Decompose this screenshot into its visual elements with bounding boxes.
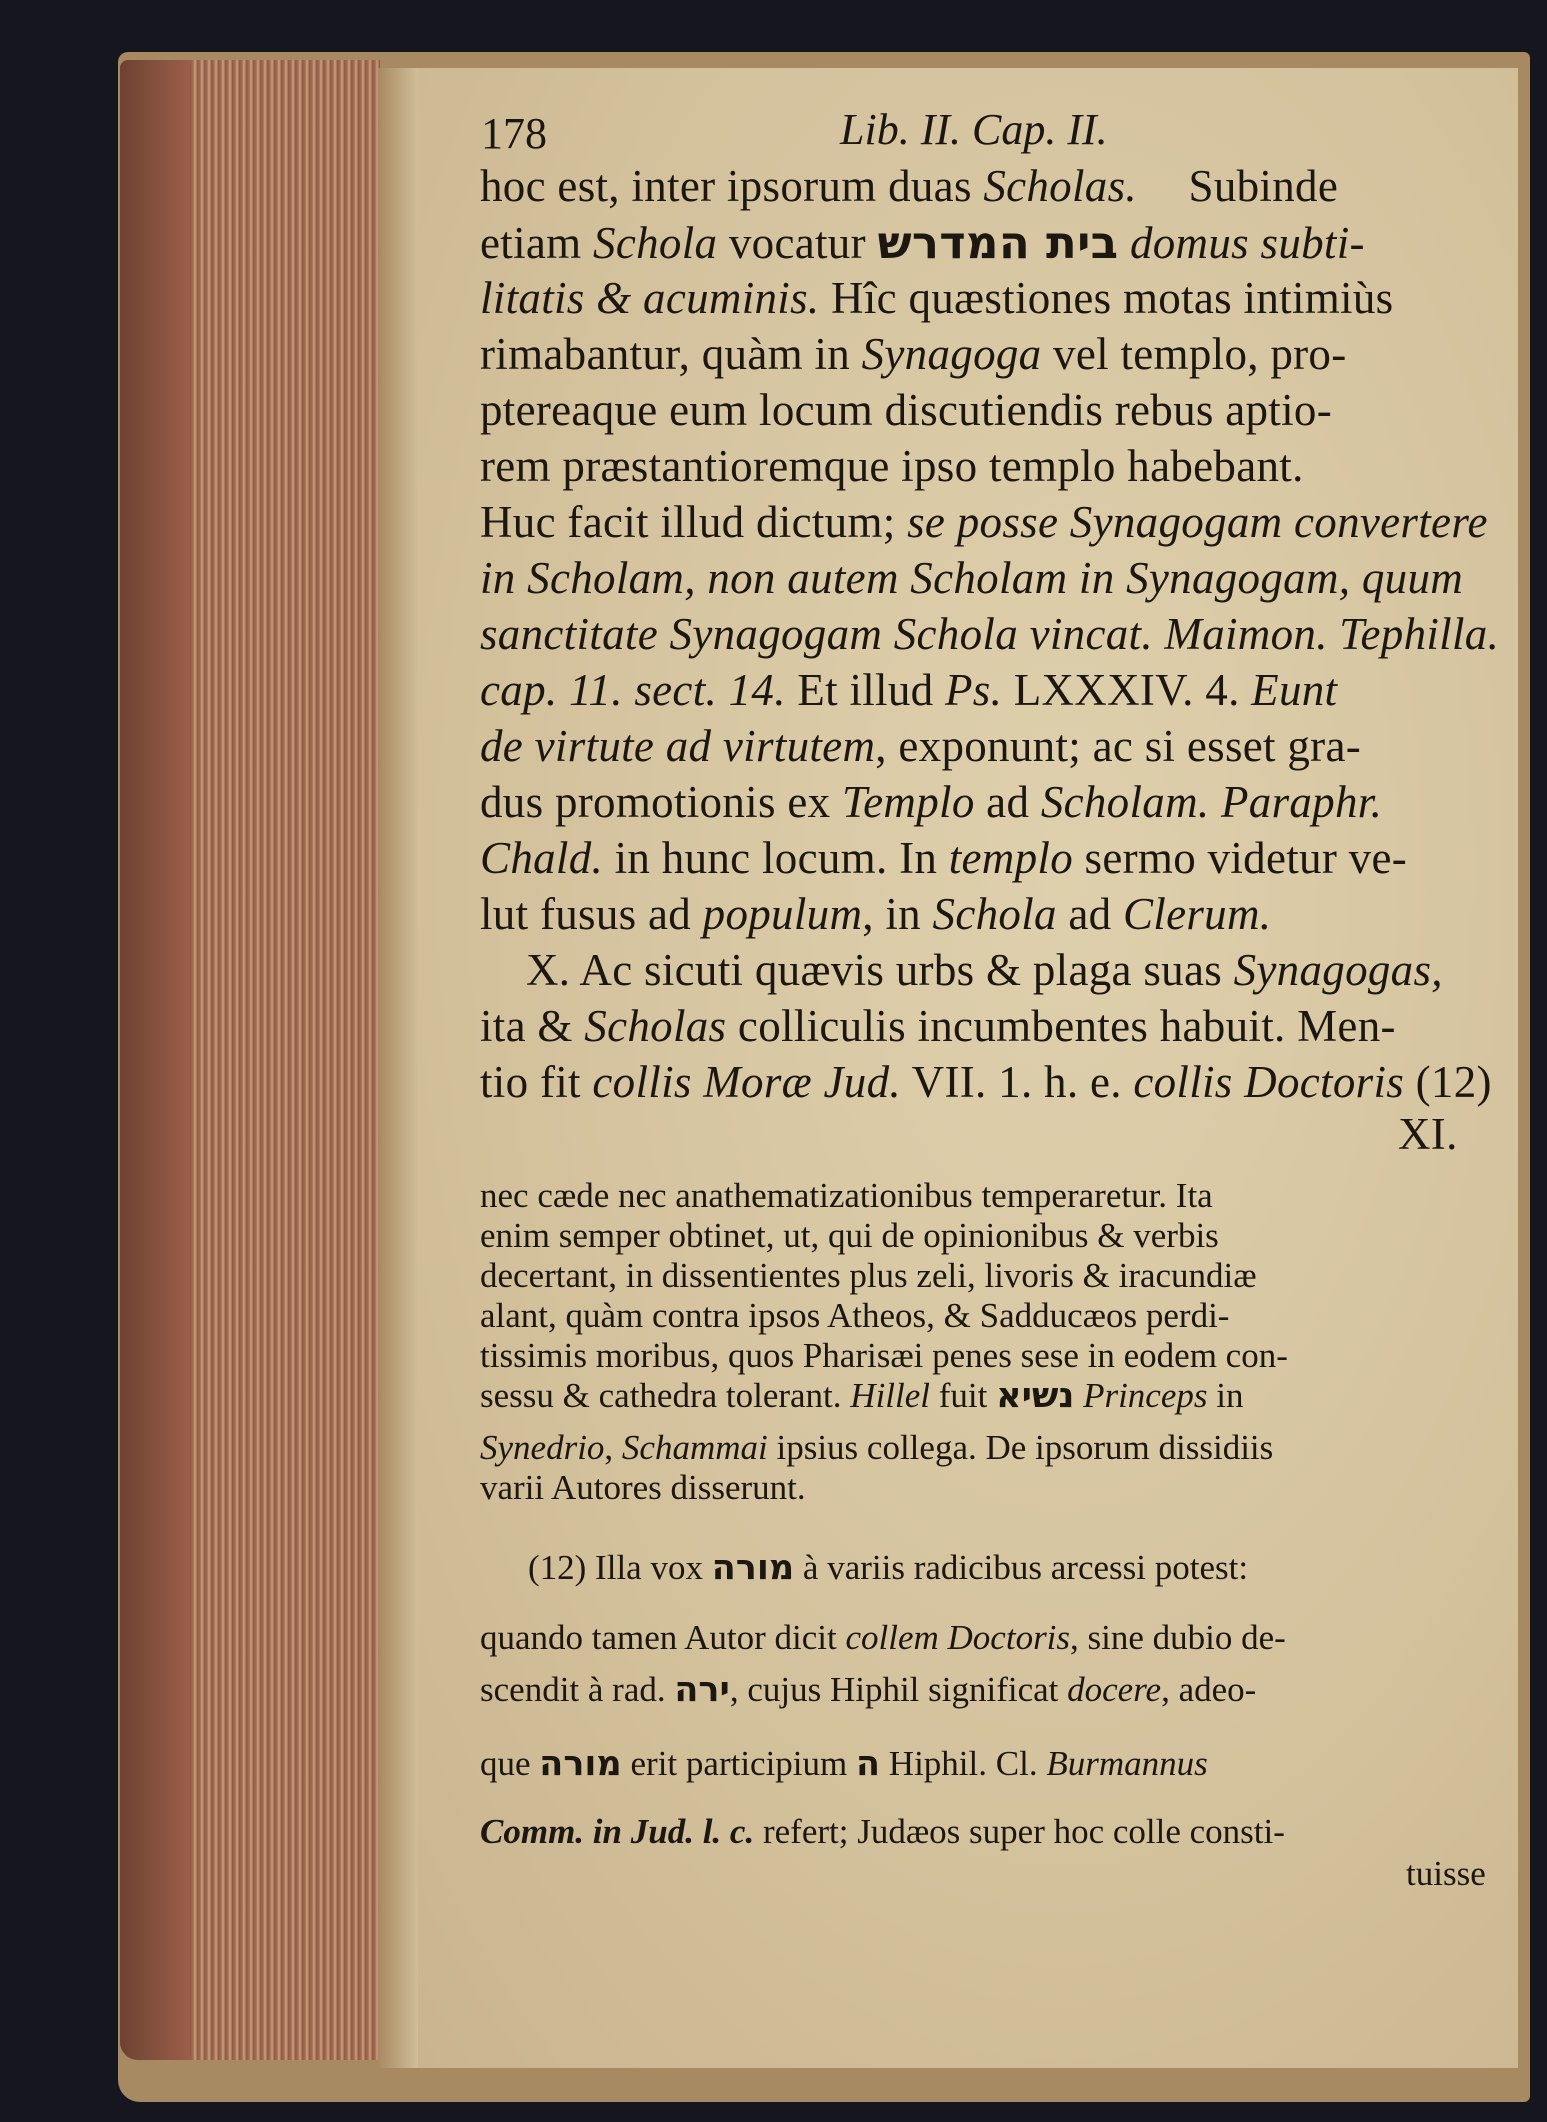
note-line: varii Autores disserunt.	[480, 1468, 806, 1507]
note-line: Synedrio, Schammai ipsius collega. De ipsorum dissidiis	[480, 1428, 1274, 1467]
text-line: Huc facit illud dictum; se posse Synagogam convertere	[480, 497, 1488, 547]
footnote-line: scendit à rad. ירה, cujus Hiphil significat docere, adeo-	[480, 1670, 1257, 1710]
footnote-line: que מורה erit participium ה Hiphil. Cl. Burmannus	[480, 1744, 1208, 1784]
note-line: tissimis moribus, quos Pharisæi penes sese in eodem con-	[480, 1336, 1288, 1375]
text-line: etiam Schola vocatur בית המדרש domus subti-	[480, 216, 1365, 269]
footnote-catchword: tuisse	[1406, 1854, 1486, 1893]
text-line: ita & Scholas colliculis incumbentes habuit. Men-	[480, 1001, 1396, 1051]
footnote-line: quando tamen Autor dicit collem Doctoris, sine dubio de-	[480, 1618, 1286, 1657]
page-number: 178	[481, 109, 547, 158]
text-line: lut fusus ad populum, in Schola ad Clerum.	[480, 889, 1272, 939]
text-line: in Scholam, non autem Scholam in Synagogam, quum	[480, 553, 1464, 603]
footnote-line: Comm. in Jud. l. c. refert; Judæos super hoc colle consti-	[480, 1812, 1285, 1851]
text-line: cap. 11. sect. 14. Et illud Ps. LXXXIV. 4. Eunt	[480, 665, 1338, 715]
text-line: Chald. in hunc locum. In templo sermo videtur ve-	[480, 833, 1408, 883]
footnote-line: (12) Illa vox מורה à variis radicibus arcessi potest:	[528, 1548, 1249, 1588]
note-line: nec cæde nec anathematizationibus temperaretur. Ita	[480, 1176, 1213, 1215]
text-line: rem præstantioremque ipso templo habebant.	[480, 441, 1304, 491]
page-gutter	[378, 68, 418, 2068]
text-line: tio fit collis Moræ Jud. VII. 1. h. e. collis Doctoris (12)	[480, 1057, 1492, 1107]
note-line: decertant, in dissentientes plus zeli, livoris & iracundiæ	[480, 1256, 1257, 1295]
text-line: dus promotionis ex Templo ad Scholam. Paraphr.	[480, 777, 1383, 827]
text-line: sanctitate Synagogam Schola vincat. Maimon. Tephilla.	[480, 609, 1500, 659]
catchword: XI.	[1398, 1109, 1458, 1159]
note-line: sessu & cathedra tolerant. Hillel fuit נשיא Princeps in	[480, 1376, 1244, 1416]
text-line: litatis & acuminis. Hîc quæstiones motas intimiùs	[480, 273, 1394, 323]
text-line: hoc est, inter ipsorum duas Scholas. Subinde	[480, 161, 1339, 211]
text-line: ptereaque eum locum discutiendis rebus aptio-	[480, 385, 1332, 435]
book-page	[378, 68, 1518, 2068]
text-line: de virtute ad virtutem, exponunt; ac si esset gra-	[480, 721, 1362, 771]
note-line: enim semper obtinet, ut, qui de opinionibus & verbis	[480, 1216, 1219, 1255]
section-x-start: X. Ac sicuti quævis urbs & plaga suas Synagogas,	[526, 945, 1443, 995]
note-line: alant, quàm contra ipsos Atheos, & Sadducæos perdi-	[480, 1296, 1230, 1335]
running-title: Lib. II. Cap. II.	[840, 105, 1108, 154]
page-edges	[120, 60, 380, 2060]
text-line: rimabantur, quàm in Synagoga vel templo, pro-	[480, 329, 1347, 379]
